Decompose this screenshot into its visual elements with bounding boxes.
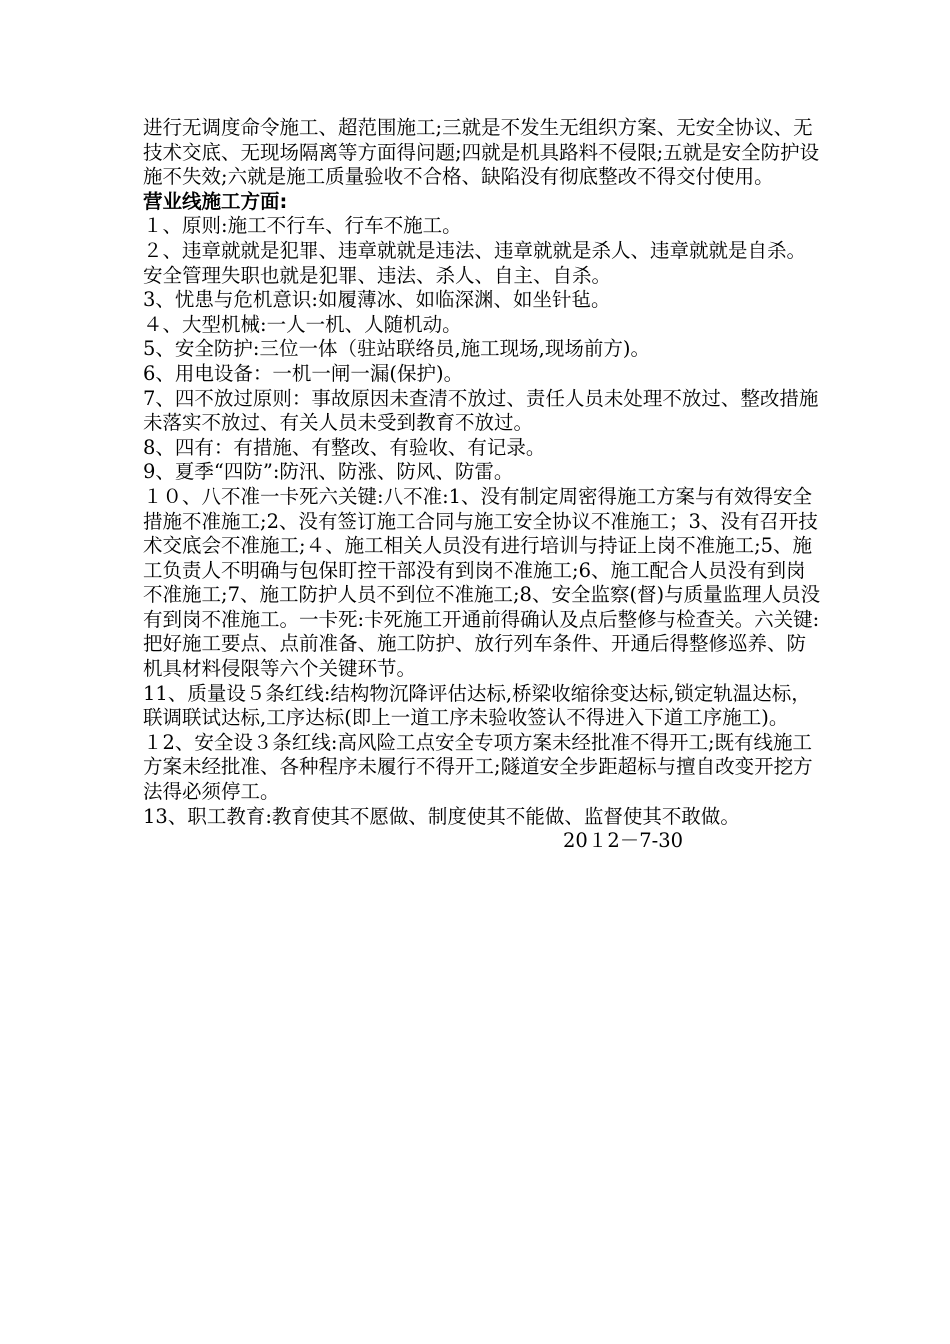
list-item: ４、大型机械:一人一机、人随机动。 (143, 312, 462, 336)
section-heading: 营业线施工方面: (143, 189, 288, 213)
document-body (143, 116, 823, 854)
list-item: 3、忧患与危机意识:如履薄冰、如临深渊、如坐针毡。 (143, 288, 611, 312)
list-item: 13、职工教育:教育使其不愿做、制度使其不能做、监督使其不敢做。 (143, 804, 740, 828)
list-item: 6、用电设备：一机一闸一漏(保护)。 (143, 361, 464, 385)
list-item: １、原则:施工不行车、行车不施工。 (143, 214, 462, 238)
document-date: 20１2－7-30 (563, 829, 684, 853)
list-item: １2、安全设３条红线:高风险工点安全专项方案未经批准不得开工;既有线施工方案未经批准、各种程序未履行不得开工;隧道安全步距超标与擅自改变开挖方法得必须停工。 (143, 730, 813, 804)
list-item: 5、安全防护:三位一体（驻站联络员,施工现场,现场前方)。 (143, 337, 650, 361)
list-item: 8、四有：有措施、有整改、有验收、有记录。 (143, 435, 546, 459)
intro-paragraph: 进行无调度命令施工、超范围施工;三就是不发生无组织方案、无安全协议、无技术交底、无现场隔离等方面得问题;四就是机具路料不侵限;五就是安全防护设施不失效;六就是施工质量验收不合格、缺陷没有彻底整改不得交付使用。 (143, 116, 820, 189)
list-item: 9、夏季“四防”:防汛、防涨、防风、防雷。 (143, 460, 514, 484)
list-item: 11、质量设５条红线:结构物沉降评估达标,桥梁收缩徐变达标,锁定轨温达标，联调联试达标,工序达标(即上一道工序未验收签认不得进入下道工序施工)。 (143, 681, 811, 730)
list-item: ２、违章就就是犯罪、违章就就是违法、违章就就是杀人、违章就就是自杀。安全管理失职也就是犯罪、违法、杀人、自主、自杀。 (143, 238, 807, 287)
list-item: 7、四不放过原则：事故原因未查清不放过、责任人员未处理不放过、整改措施未落实不放过、有关人员未受到教育不放过。 (143, 386, 819, 435)
list-item: １０、八不准一卡死六关键:八不准:1、没有制定周密得施工方案与有效得安全措施不准施工;2、没有签订施工合同与施工安全协议不准施工；3、没有召开技术交底会不准施工;４、施工相关人员没有进行培训与持证上岗不准施工;5、施工负责人不明确与包保盯控干部没有到岗不准施工;6、施工配合人员没有到岗不准施工;7、施工防护人员不到位不准施工;8、安全监察(督)与质量监理人员没有到岗不准施工。一卡死:卡死施工开通前得确认及点后整修与检查关。六关键:把好施工要点、点前准备、施工防护、放行列车条件、开通后得整修巡养、防机具材料侵限等六个关键环节。 (143, 484, 821, 681)
